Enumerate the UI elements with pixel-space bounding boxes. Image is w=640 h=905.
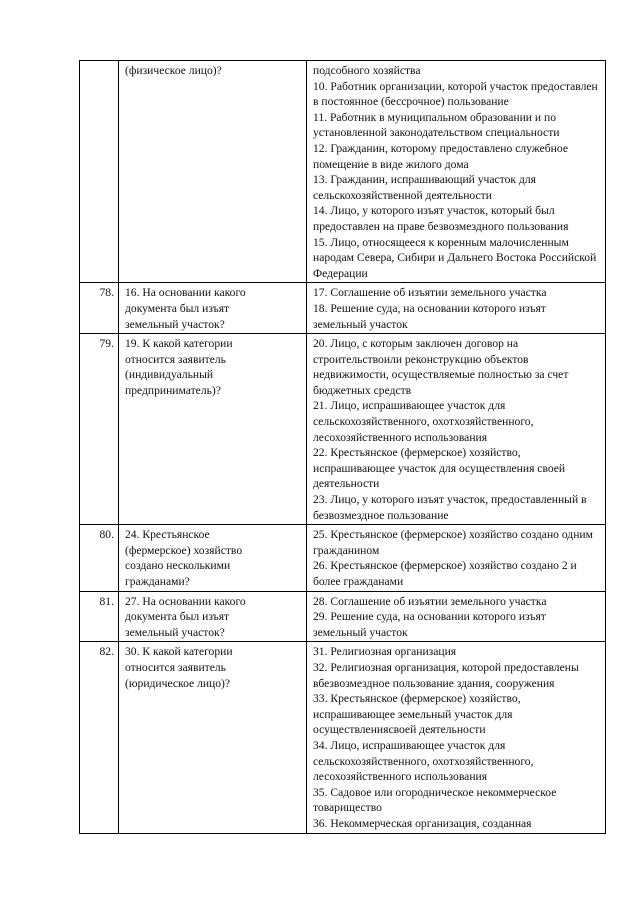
answer-option: 33. Крестьянское (фермерское) хозяйство, испрашивающее земельный участок для осуществлениясвоей деятельности — [313, 692, 521, 737]
answer-option: 34. Лицо, испрашивающее участок для сельскохозяйственного, охотхозяйственного, лесохозяйственного использования — [313, 738, 534, 784]
answer-option: 12. Гражданин, которому предоставлено служебное помещение в виде жилого дома — [313, 141, 568, 171]
question-cell — [119, 642, 307, 833]
answers-cell — [307, 642, 606, 833]
row-number: 78. — [80, 283, 119, 334]
question-line: создано несколькими — [125, 559, 231, 573]
question-line: документа был изъят — [125, 301, 230, 315]
question-line: 16. На основании какого — [125, 286, 246, 300]
answer-option: 35. Садовое или огородническое некоммерческое товарищество — [313, 785, 557, 815]
question-cell — [119, 61, 307, 283]
answer-option: 10. Работник организации, которой участок предоставлен в постоянное (бессрочное) пользование — [313, 79, 598, 109]
answer-option: 11. Работник в муниципальном образовании и по установленной законодательством специальности — [313, 110, 560, 140]
answer-option: 22. Крестьянское (фермерское) хозяйство, испрашивающее участок для осуществления своей деятельности — [313, 446, 566, 491]
answer-option: 21. Лицо, испрашивающее участок для сельскохозяйственного, охотхозяйственного, лесохозяйственного использования — [313, 399, 534, 444]
questionnaire-table — [79, 60, 606, 834]
question-line: (фермерское) хозяйство — [125, 543, 243, 557]
question-line: предприниматель)? — [125, 383, 221, 397]
answers-cell — [307, 334, 606, 525]
table-row — [80, 591, 606, 642]
answer-option: 13. Гражданин, испрашивающий участок для сельскохозяйственной деятельности — [313, 173, 536, 202]
table-row — [80, 642, 606, 833]
table-row — [80, 283, 606, 334]
answer-option: 36. Некоммерческая организация, созданная — [313, 816, 532, 830]
question-line: относится заявитель — [125, 352, 226, 366]
question-cell — [119, 591, 307, 642]
question-line: (индивидуальный — [125, 368, 214, 382]
answer-option: подсобного хозяйства — [313, 64, 421, 77]
answer-option: 20. Лицо, с которым заключен договор на строительствоили реконструкцию объектов недвижимости, осуществляемые полностью за счет бюджетных средств — [313, 337, 569, 397]
answer-option: 18. Решение суда, на основании которого изъят земельный участок — [313, 301, 546, 331]
answers-cell — [307, 591, 606, 642]
answer-option: 31. Религиозная организация — [313, 645, 457, 659]
answer-option: 15. Лицо, относящееся к коренным малочисленным народам Севера, Сибири и Дальнего Востока Российской Федерации — [313, 235, 597, 280]
question-cell — [119, 283, 307, 334]
table-row — [80, 525, 606, 591]
question-line: документа был изъят — [125, 610, 230, 624]
answer-option: 17. Соглашение об изъятии земельного участка — [313, 286, 547, 300]
question-line: земельный участок? — [125, 625, 225, 639]
answer-option: 32. Религиозная организация, которой предоставлены вбезвозмездное пользование здания, сооружения — [313, 660, 579, 690]
row-number: 80. — [80, 525, 119, 591]
question-cell — [119, 525, 307, 591]
answers-cell — [307, 61, 606, 283]
table-row — [80, 334, 606, 525]
row-number — [80, 61, 119, 283]
answer-option: 28. Соглашение об изъятии земельного участка — [313, 594, 547, 608]
table-body — [80, 61, 606, 834]
answer-option: 26. Крестьянское (фермерское) хозяйство создано 2 и более гражданами — [313, 559, 577, 588]
question-line: 19. К какой категории — [125, 337, 233, 351]
row-number: 81. — [80, 591, 119, 642]
question-line: (физическое лицо)? — [125, 64, 222, 77]
question-line: (юридическое лицо)? — [125, 676, 231, 690]
question-line: гражданами? — [125, 575, 190, 588]
answer-option: 14. Лицо, у которого изъят участок, который был предоставлен на праве безвозмездного пользования — [313, 204, 569, 233]
question-line: 30. К какой категории — [125, 645, 233, 659]
question-line: 24. Крестьянское — [125, 528, 210, 542]
answers-cell — [307, 525, 606, 591]
row-number: 82. — [80, 642, 119, 833]
question-line: 27. На основании какого — [125, 594, 246, 608]
question-line: земельный участок? — [125, 317, 225, 331]
row-number: 79. — [80, 334, 119, 525]
question-line: относится заявитель — [125, 660, 226, 674]
answer-option: 25. Крестьянское (фермерское) хозяйство создано одним гражданином — [313, 528, 593, 557]
answer-option: 23. Лицо, у которого изъят участок, предоставленный в безвозмездное пользование — [313, 493, 587, 522]
question-cell — [119, 334, 307, 525]
answers-cell — [307, 283, 606, 334]
answer-option: 29. Решение суда, на основании которого изъят земельный участок — [313, 610, 546, 639]
table-row — [80, 61, 606, 283]
